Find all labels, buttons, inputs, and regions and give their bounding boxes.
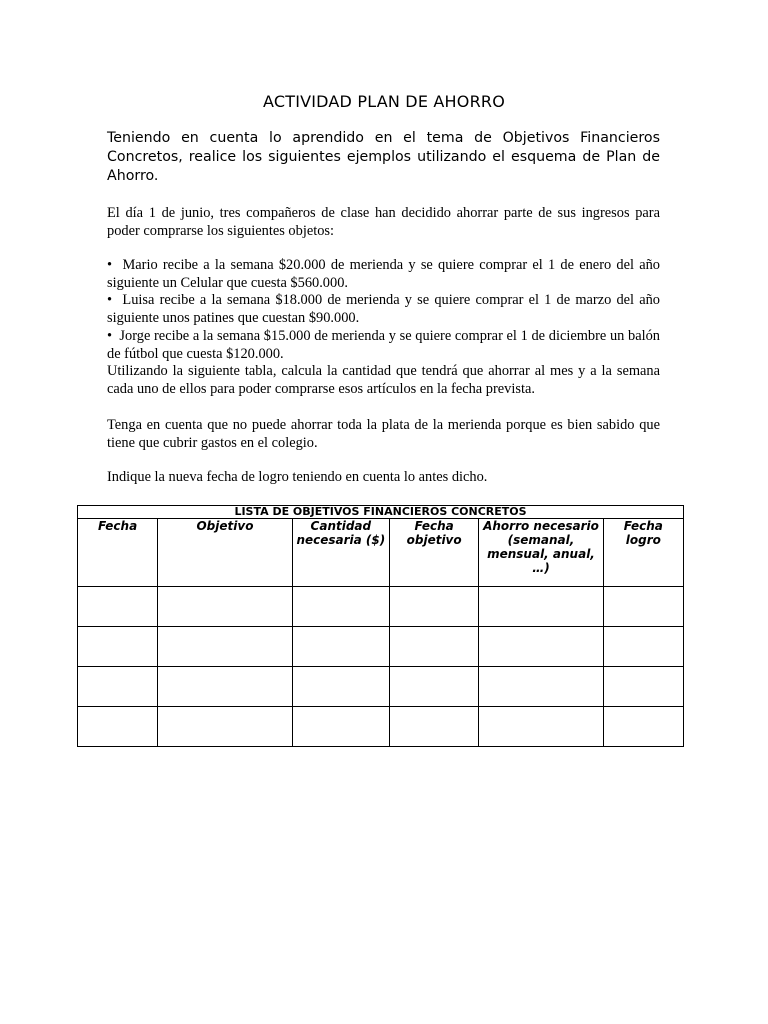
table-header-row <box>78 519 684 587</box>
list-item <box>107 328 660 363</box>
intro-paragraph: Teniendo en cuenta lo aprendido en el tema de Objetivos Financieros Concretos, realice los siguientes ejemplos utilizando el esquema de Plan de Ahorro. <box>107 130 660 184</box>
table-cell[interactable] <box>390 627 479 667</box>
column-header-fecha-logro: Fecha logro <box>603 519 683 587</box>
column-header-objetivo: Objetivo <box>158 519 292 587</box>
table-cell[interactable] <box>390 707 479 747</box>
list-item-text: Mario recibe a la semana $20.000 de merienda y se quiere comprar el 1 de enero del año siguiente un Celular que cuesta $560.000. <box>107 257 660 291</box>
table-caption: LISTA DE OBJETIVOS FINANCIEROS CONCRETOS <box>78 506 684 519</box>
table-row <box>78 627 684 667</box>
table-row <box>78 587 684 627</box>
table-cell[interactable] <box>479 707 603 747</box>
table-cell[interactable] <box>78 587 158 627</box>
column-header-fecha-objetivo: Fecha objetivo <box>390 519 479 587</box>
column-header-ahorro: Ahorro necesario (semanal, mensual, anual, …) <box>479 519 603 587</box>
table-cell[interactable] <box>78 627 158 667</box>
table-cell[interactable] <box>292 707 389 747</box>
table-row <box>78 667 684 707</box>
table-cell[interactable] <box>158 627 292 667</box>
table-cell[interactable] <box>603 627 683 667</box>
table-cell[interactable] <box>292 667 389 707</box>
table-cell[interactable] <box>78 667 158 707</box>
table-cell[interactable] <box>603 667 683 707</box>
table-cell[interactable] <box>292 627 389 667</box>
table-cell[interactable] <box>390 587 479 627</box>
financial-goals-table <box>77 505 684 747</box>
table-cell[interactable] <box>479 667 603 707</box>
bullet-icon: • <box>107 327 113 344</box>
table-row <box>78 707 684 747</box>
table-cell[interactable] <box>158 707 292 747</box>
list-item <box>107 257 660 292</box>
instruction-paragraph: Utilizando la siguiente tabla, calcula la cantidad que tendrá que ahorrar al mes y a la semana cada uno de ellos para poder comprarse esos artículos en la fecha prevista. <box>107 363 660 397</box>
bullet-icon: • <box>107 257 113 273</box>
table-cell[interactable] <box>390 667 479 707</box>
table-cell[interactable] <box>78 707 158 747</box>
table-cell[interactable] <box>603 707 683 747</box>
table-cell[interactable] <box>603 587 683 627</box>
exercise-list <box>107 257 660 399</box>
column-header-fecha: Fecha <box>78 519 158 587</box>
list-item-text: Luisa recibe a la semana $18.000 de merienda y se quiere comprar el 1 de marzo del año siguiente unos patines que cuestan $90.000. <box>107 292 660 327</box>
table-cell[interactable] <box>158 667 292 707</box>
table-cell[interactable] <box>158 587 292 627</box>
table-cell[interactable] <box>479 627 603 667</box>
table-cell[interactable] <box>479 587 603 627</box>
table-cell[interactable] <box>292 587 389 627</box>
context-paragraph: El día 1 de junio, tres compañeros de clase han decidido ahorrar parte de sus ingresos para poder comprarse los siguientes objetos: <box>107 205 660 239</box>
column-header-cantidad: Cantidad necesaria ($) <box>292 519 389 587</box>
list-item-text: Jorge recibe a la semana $15.000 de merienda y se quiere comprar el 1 de diciembre un balón de fútbol que cuesta $120.000. <box>107 327 661 362</box>
list-item <box>107 292 660 327</box>
note-paragraph: Tenga en cuenta que no puede ahorrar toda la plata de la merienda porque es bien sabido que tiene que cubrir gastos en el colegio. <box>107 417 660 451</box>
bullet-icon: • <box>107 292 113 309</box>
task-paragraph: Indique la nueva fecha de logro teniendo en cuenta lo antes dicho. <box>107 469 488 485</box>
page-title: ACTIVIDAD PLAN DE AHORRO <box>262 92 506 111</box>
table-caption-row <box>78 506 684 519</box>
